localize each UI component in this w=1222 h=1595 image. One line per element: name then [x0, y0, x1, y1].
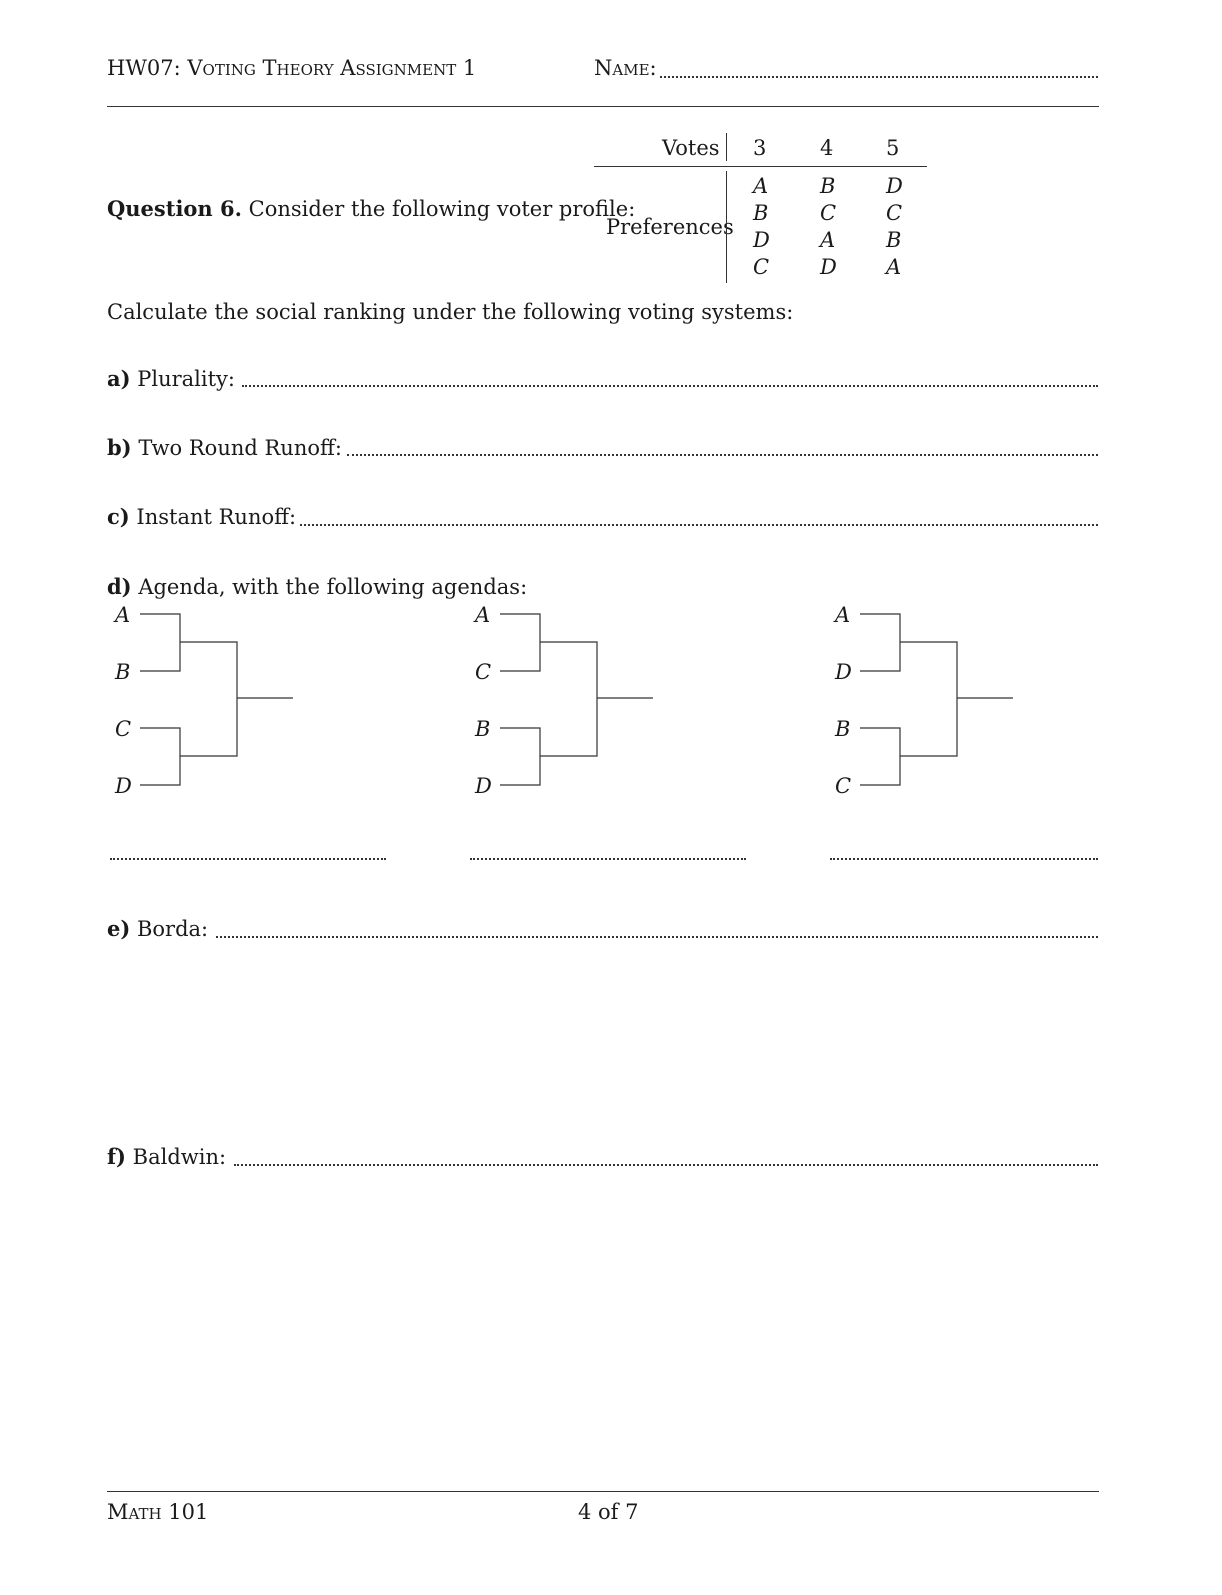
- instant-runoff-answer-field[interactable]: [300, 524, 1098, 526]
- bracket-candidate: C: [475, 660, 492, 684]
- bracket-candidate: D: [115, 774, 132, 798]
- preferences-label: Preferences: [606, 215, 734, 239]
- agenda-3-answer-field[interactable]: [830, 858, 1098, 860]
- question-prompt: [107, 196, 635, 221]
- votes-label: Votes: [662, 136, 720, 160]
- item-text: Plurality:: [137, 367, 235, 391]
- bracket-candidate: C: [835, 774, 852, 798]
- pref-rank: D: [820, 255, 837, 279]
- item-two-round-runoff-label: [107, 435, 342, 460]
- baldwin-answer-field[interactable]: [234, 1164, 1098, 1166]
- item-text: Baldwin:: [132, 1145, 227, 1169]
- item-letter: a): [107, 366, 131, 391]
- votes-count: 3: [753, 136, 767, 160]
- bracket-candidate: C: [115, 717, 132, 741]
- bracket-candidate: A: [835, 603, 851, 627]
- item-letter: d): [107, 574, 132, 599]
- bracket-candidate: B: [115, 660, 131, 684]
- pref-rank: B: [753, 201, 769, 225]
- assignment-title: HW07: Voting Theory Assignment 1: [107, 56, 477, 80]
- bracket-lines: [490, 600, 660, 800]
- item-agenda-label: [107, 574, 527, 599]
- item-text: Agenda, with the following agendas:: [138, 575, 528, 599]
- pref-rank: B: [886, 228, 902, 252]
- bracket-lines: [130, 600, 300, 800]
- agenda-2-answer-field[interactable]: [470, 858, 746, 860]
- votes-count: 4: [820, 136, 834, 160]
- pref-rank: A: [753, 174, 769, 198]
- pref-rank: A: [886, 255, 902, 279]
- pref-rank: C: [753, 255, 770, 279]
- item-letter: f): [107, 1144, 126, 1169]
- bracket-candidate: D: [475, 774, 492, 798]
- question-text: Consider the following voter profile:: [248, 197, 636, 221]
- item-plurality-label: [107, 366, 235, 391]
- pref-rank: D: [886, 174, 903, 198]
- item-letter: e): [107, 916, 131, 941]
- two-round-runoff-answer-field[interactable]: [347, 454, 1098, 456]
- pref-rank: A: [820, 228, 836, 252]
- pref-rank: C: [820, 201, 837, 225]
- agenda-1-answer-field[interactable]: [110, 858, 386, 860]
- votes-count: 5: [886, 136, 900, 160]
- pref-rank: D: [753, 228, 770, 252]
- plurality-answer-field[interactable]: [242, 385, 1098, 387]
- page-number: 4 of 7: [578, 1500, 639, 1524]
- question-label: Question 6.: [107, 196, 242, 221]
- bracket-candidate: D: [835, 660, 852, 684]
- bracket-candidate: A: [115, 603, 131, 627]
- instructions: Calculate the social ranking under the following voting systems:: [107, 300, 794, 324]
- borda-answer-field[interactable]: [216, 936, 1098, 938]
- pref-rank: C: [886, 201, 903, 225]
- course-name: Math 101: [107, 1500, 209, 1524]
- table-vline-top: [726, 133, 727, 161]
- item-instant-runoff-label: [107, 504, 296, 529]
- bracket-candidate: A: [475, 603, 491, 627]
- bracket-lines: [850, 600, 1020, 800]
- name-field[interactable]: [660, 76, 1098, 78]
- name-label: Name:: [594, 56, 657, 80]
- item-letter: b): [107, 435, 132, 460]
- item-baldwin-label: [107, 1144, 226, 1169]
- bracket-candidate: B: [835, 717, 851, 741]
- table-hline: [594, 166, 927, 167]
- item-text: Borda:: [136, 917, 209, 941]
- pref-rank: B: [820, 174, 836, 198]
- table-vline-bottom: [726, 171, 727, 283]
- bracket-candidate: B: [475, 717, 491, 741]
- footer-rule: [107, 1491, 1099, 1492]
- item-text: Two Round Runoff:: [138, 436, 342, 460]
- header-rule: [107, 106, 1099, 107]
- item-borda-label: [107, 916, 208, 941]
- item-letter: c): [107, 504, 130, 529]
- item-text: Instant Runoff:: [136, 505, 297, 529]
